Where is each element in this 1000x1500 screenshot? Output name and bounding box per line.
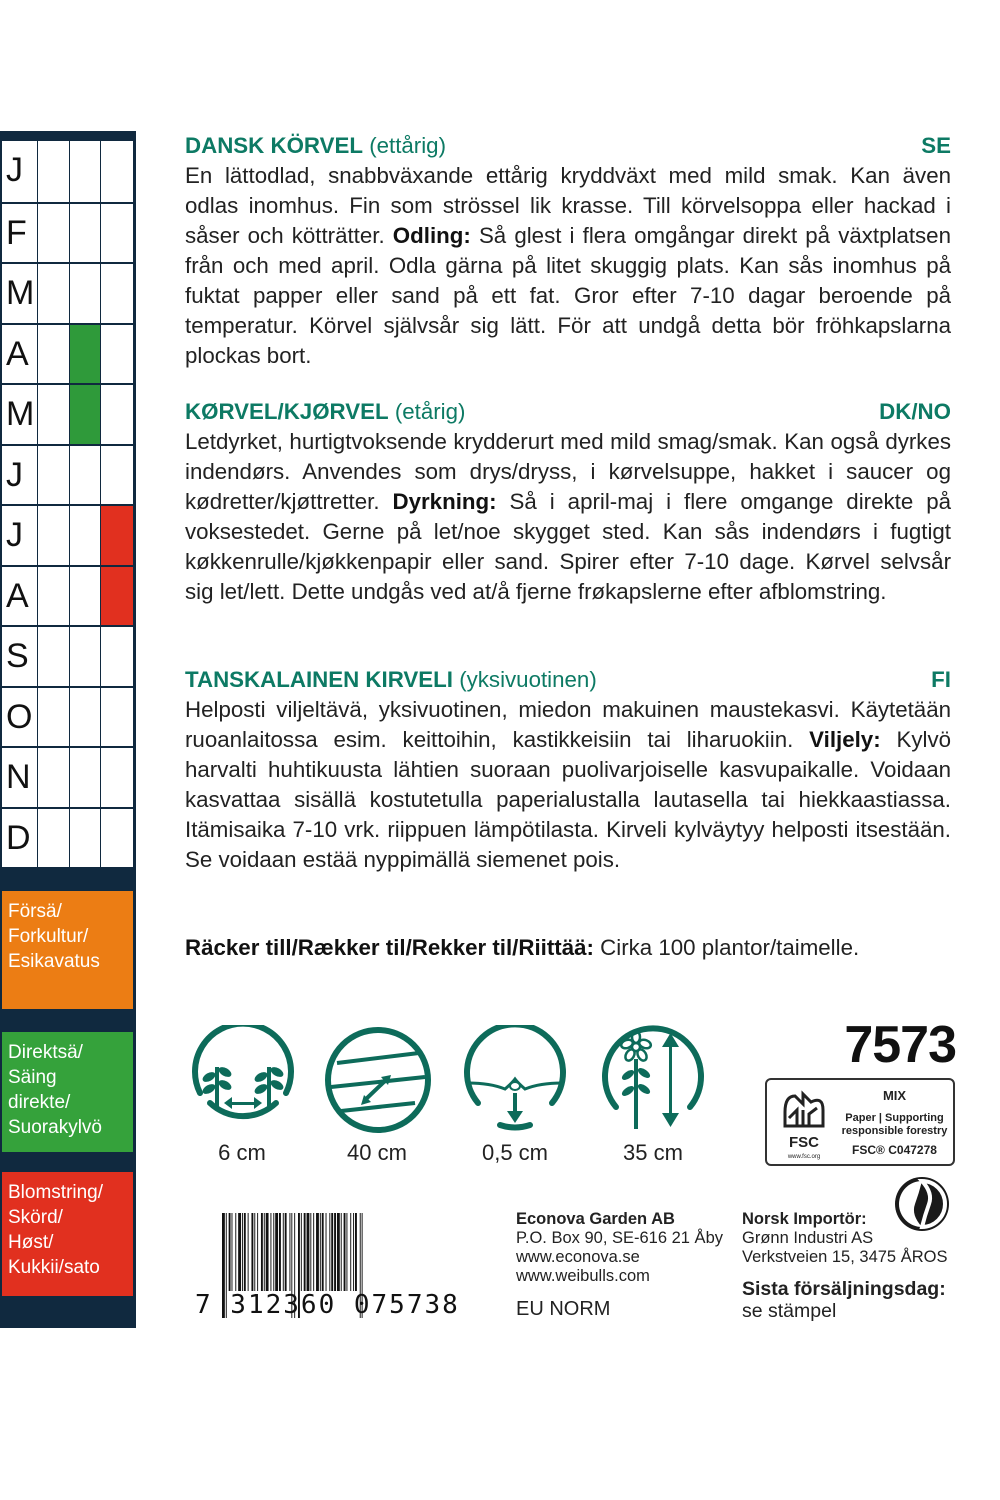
legend-direct-line: Säing [8, 1067, 57, 1088]
calendar-cell [38, 204, 70, 263]
legend-bloom-line: Skörd/ [8, 1207, 63, 1228]
plant-name: TANSKALAINEN KIRVELI [185, 667, 453, 692]
icon-label: 0,5 cm [481, 1140, 549, 1165]
last-sale-title: Sista försäljningsdag: [742, 1278, 946, 1300]
barcode-bar [289, 1213, 290, 1291]
calendar-cell-green [70, 325, 102, 384]
calendar-cell [101, 748, 133, 807]
calendar-month-label: M [2, 264, 38, 323]
fsc-logo-text: FSC [789, 1134, 819, 1151]
fsc-certification [765, 1078, 955, 1166]
plant-spacing-icon [188, 1025, 298, 1135]
barcode-bar [334, 1213, 336, 1291]
yield-info [185, 933, 965, 963]
barcode-bar [285, 1213, 287, 1291]
calendar-month-label: D [2, 809, 38, 868]
barcode-bar [238, 1213, 241, 1291]
plant-name: KØRVEL/KJØRVEL [185, 399, 389, 424]
language-code: SE [921, 133, 951, 158]
barcode-bar [266, 1213, 269, 1291]
calendar-month-label: O [2, 688, 38, 747]
section-finnish [185, 665, 951, 875]
calendar-grid [2, 141, 133, 867]
fsc-desc-line: Paper | Supporting [845, 1112, 944, 1124]
barcode-bar [257, 1213, 258, 1291]
legend-bloom-harvest [2, 1172, 133, 1296]
icon-label: 35 cm [623, 1140, 683, 1165]
section-heading [185, 131, 951, 161]
calendar-cell [70, 264, 102, 323]
company-name: Econova Garden AB [516, 1210, 675, 1228]
calendar-month-row [2, 141, 133, 202]
barcode-bar [307, 1213, 310, 1291]
plant-type: (etårig) [394, 399, 466, 424]
barcode-bar [313, 1213, 314, 1291]
legend-direct-line: Direktsä/ [8, 1042, 83, 1063]
calendar-month-label: J [2, 446, 38, 505]
legend-bloom-line: Kukkii/sato [8, 1257, 100, 1278]
calendar-cell [101, 446, 133, 505]
body-bold-label: Viljely: [809, 727, 881, 752]
body-bold-label: Odling: [392, 223, 471, 248]
calendar-cell [101, 264, 133, 323]
barcode-bar [279, 1213, 281, 1291]
barcode-bar [229, 1213, 231, 1291]
yield-value: Cirka 100 plantor/taimelle. [600, 935, 860, 960]
barcode-bar [264, 1213, 265, 1291]
article-number: 7573 [844, 1016, 956, 1074]
calendar-month-label: J [2, 141, 38, 202]
fsc-mix-label: MIX [882, 1088, 907, 1103]
plant-type: (yksivuotinen) [459, 667, 597, 692]
calendar-cell [38, 567, 70, 626]
body-intro: Letdyrket, hurtigtvoksende krydderurt med mild smag/smak. Kan også dyrkes indendørs. Anvendes som drys/dryss, i kørvelsuppe, hakket i saucer og kødretter/kjøttretter. [185, 429, 951, 514]
barcode-bar [275, 1213, 278, 1291]
calendar-month-row [2, 504, 133, 565]
calendar-month-label: A [2, 567, 38, 626]
language-code: DK/NO [879, 399, 951, 424]
calendar-month-label: S [2, 627, 38, 686]
barcode-bar [301, 1213, 302, 1291]
calendar-cell [101, 385, 133, 444]
heading-title [185, 665, 597, 695]
calendar-month-row [2, 323, 133, 384]
calendar-month-row [2, 746, 133, 807]
calendar-cell [38, 385, 70, 444]
calendar-cell [101, 627, 133, 686]
section-danish-norwegian [185, 397, 951, 607]
section-swedish [185, 131, 951, 371]
legend-bloom-line: Høst/ [8, 1232, 54, 1253]
icon-label: 40 cm [347, 1140, 407, 1165]
company-info [516, 1210, 723, 1286]
calendar-month-row [2, 565, 133, 626]
calendar-cell [38, 627, 70, 686]
barcode-bar [329, 1213, 330, 1291]
legend-presow-line: Försä/ [8, 901, 62, 922]
calendar-cell [70, 627, 102, 686]
barcode-bar [248, 1213, 249, 1291]
barcode-bar [235, 1213, 236, 1291]
calendar-month-label: M [2, 385, 38, 444]
barcode-bar [273, 1213, 274, 1291]
section-heading [185, 397, 951, 427]
calendar-cell [38, 809, 70, 868]
plant-height-icon [598, 1025, 708, 1135]
barcode-digits: 7 312360 075738 [195, 1290, 460, 1320]
barcode-bar [232, 1213, 233, 1291]
calendar-cell [101, 688, 133, 747]
last-sale-text: se stämpel [742, 1300, 837, 1322]
calendar-cell [101, 809, 133, 868]
barcode-bar [326, 1213, 327, 1291]
calendar-cell [38, 688, 70, 747]
calendar-cell [70, 567, 102, 626]
calendar-cell [38, 748, 70, 807]
calendar-cell [70, 141, 102, 202]
language-code: FI [931, 667, 951, 692]
legend-direct-line: Suorakylvö [8, 1117, 102, 1138]
calendar-cell [101, 141, 133, 202]
legend-direct-line: direkte/ [8, 1092, 71, 1113]
importer-address: Verkstveien 15, 3475 ÅROS [742, 1248, 948, 1266]
calendar-cell [70, 204, 102, 263]
barcode-bar [270, 1213, 271, 1291]
calendar-cell [70, 506, 102, 565]
plant-name: DANSK KÖRVEL [185, 133, 363, 158]
body-instructions: Kylvö harvalti huhtikuusta lähtien suoraan puolivarjoiselle kasvupaikalle. Voidaan kasvattaa sisällä kostutetulla paperialustalla lautasella tai hiekkaastiassa. Itämisaika 7-10 vrk. riippuen lämpötilasta. Kirveli kylväytyy helposti itsestään. Se voidaan estää nyppimällä siemenet pois. [185, 727, 951, 872]
calendar-cell [101, 204, 133, 263]
importer-name: Grønn Industri AS [742, 1229, 874, 1247]
company-website-weibulls: www.weibulls.com [516, 1267, 650, 1285]
calendar-month-label: N [2, 748, 38, 807]
legend-bloom-line: Blomstring/ [8, 1182, 104, 1203]
barcode-bar [353, 1213, 354, 1291]
calendar-month-label: A [2, 325, 38, 384]
calendar-cell [101, 325, 133, 384]
calendar-month-label: J [2, 506, 38, 565]
fsc-description [837, 1112, 952, 1138]
legend-presow-line: Esikavatus [8, 951, 100, 972]
fsc-site: www.fsc.org [787, 1154, 821, 1160]
barcode-bar [344, 1213, 346, 1291]
calendar-cell [70, 809, 102, 868]
sowing-calendar [0, 131, 136, 1328]
barcode-bar [346, 1213, 347, 1291]
calendar-month-row [2, 202, 133, 263]
barcode-bar [316, 1213, 319, 1291]
section-body [185, 695, 951, 875]
barcode-bar [304, 1213, 306, 1291]
calendar-cell-red [101, 567, 133, 626]
sowing-depth-icon [460, 1025, 570, 1135]
icon-label: 6 cm [218, 1140, 266, 1165]
eu-norm-label: EU NORM [516, 1298, 611, 1320]
importer-title: Norsk Importör: [742, 1210, 867, 1228]
section-body [185, 161, 951, 371]
barcode-bar [261, 1213, 263, 1291]
legend-presow [2, 891, 133, 1009]
barcode-bar [337, 1213, 340, 1291]
calendar-month-row [2, 383, 133, 444]
barcode-bar [242, 1213, 243, 1291]
body-bold-label: Dyrkning: [392, 489, 497, 514]
calendar-month-row [2, 262, 133, 323]
importer-info [742, 1210, 947, 1267]
body-instructions: Så glest i flera omgångar direkt på växtplatsen från och med april. Odla gärna på litet skuggig plats. Kan sås inomhus på fuktat papper eller sand på ett fat. Gror efter 7-10 dagar beroende på temperatur. Körvel självsår sig lätt. För att undgå detta bör fröhkapslarna plockas bort. [185, 223, 951, 368]
calendar-cell [70, 748, 102, 807]
calendar-cell [70, 688, 102, 747]
calendar-cell [38, 506, 70, 565]
barcode-bar [254, 1213, 255, 1291]
legend-presow-line: Forkultur/ [8, 926, 89, 947]
heading-title [185, 397, 465, 427]
calendar-month-row [2, 686, 133, 747]
last-sale-date [742, 1278, 946, 1322]
calendar-month-row [2, 807, 133, 868]
body-instructions: Så i april-maj i flere omgange direkte på voksestedet. Gerne på let/noe skygget sted. Kan sås indendørs i fugtigt køkkenrulle/kjøkkenpapir eller sand. Spirer efter 7-10 dage. Kørvel selvsår sig let/lett. Dette undgås ved at/å fjerne frøkapslerne efter afblomstring. [185, 489, 951, 604]
calendar-cell [38, 446, 70, 505]
calendar-month-row [2, 444, 133, 505]
calendar-month-label: F [2, 204, 38, 263]
fsc-license-code: FSC® C047278 [852, 1143, 937, 1157]
barcode-bar [251, 1213, 253, 1291]
barcode-bar [310, 1213, 311, 1291]
calendar-cell-green [70, 385, 102, 444]
plant-type: (ettårig) [369, 133, 447, 158]
legend-direct-sow [2, 1032, 133, 1152]
calendar-cell-red [101, 506, 133, 565]
calendar-month-row [2, 625, 133, 686]
barcode-bar [322, 1213, 324, 1291]
fsc-desc-line: responsible forestry [841, 1125, 948, 1137]
barcode-bar [355, 1213, 357, 1291]
barcode-bar [283, 1213, 284, 1291]
section-body [185, 427, 951, 607]
section-heading [185, 665, 951, 695]
calendar-cell [70, 446, 102, 505]
barcode-bar [341, 1213, 342, 1291]
barcode-bar [331, 1213, 333, 1291]
barcode-bar [244, 1213, 246, 1291]
row-spacing-icon [323, 1025, 433, 1135]
yield-label: Räcker till/Rækker til/Rekker til/Riittää: [185, 935, 594, 960]
barcode-bar [320, 1213, 321, 1291]
calendar-cell [38, 325, 70, 384]
company-address: P.O. Box 90, SE-616 21 Åby [516, 1229, 723, 1247]
fsc-tree-logo-icon [775, 1086, 833, 1161]
company-website-econova: www.econova.se [516, 1248, 640, 1266]
calendar-cell [38, 141, 70, 202]
body-intro: Helposti viljeltävä, yksivuotinen, miedon makuinen maustekasvi. Käytetään ruoanlaitossa esim. keittoihin, kastikkeisiin tai liharuokiin. [185, 697, 951, 752]
barcode-bar [350, 1213, 351, 1291]
body-intro: En lättodlad, snabbväxande ettårig kryddväxt med mild smak. Kan även odlas inomhus. Fin som strössel lik krasse. Till körvelsoppa eller hackad i såser och kötträtter. [185, 163, 951, 248]
heading-title [185, 131, 446, 161]
calendar-cell [38, 264, 70, 323]
